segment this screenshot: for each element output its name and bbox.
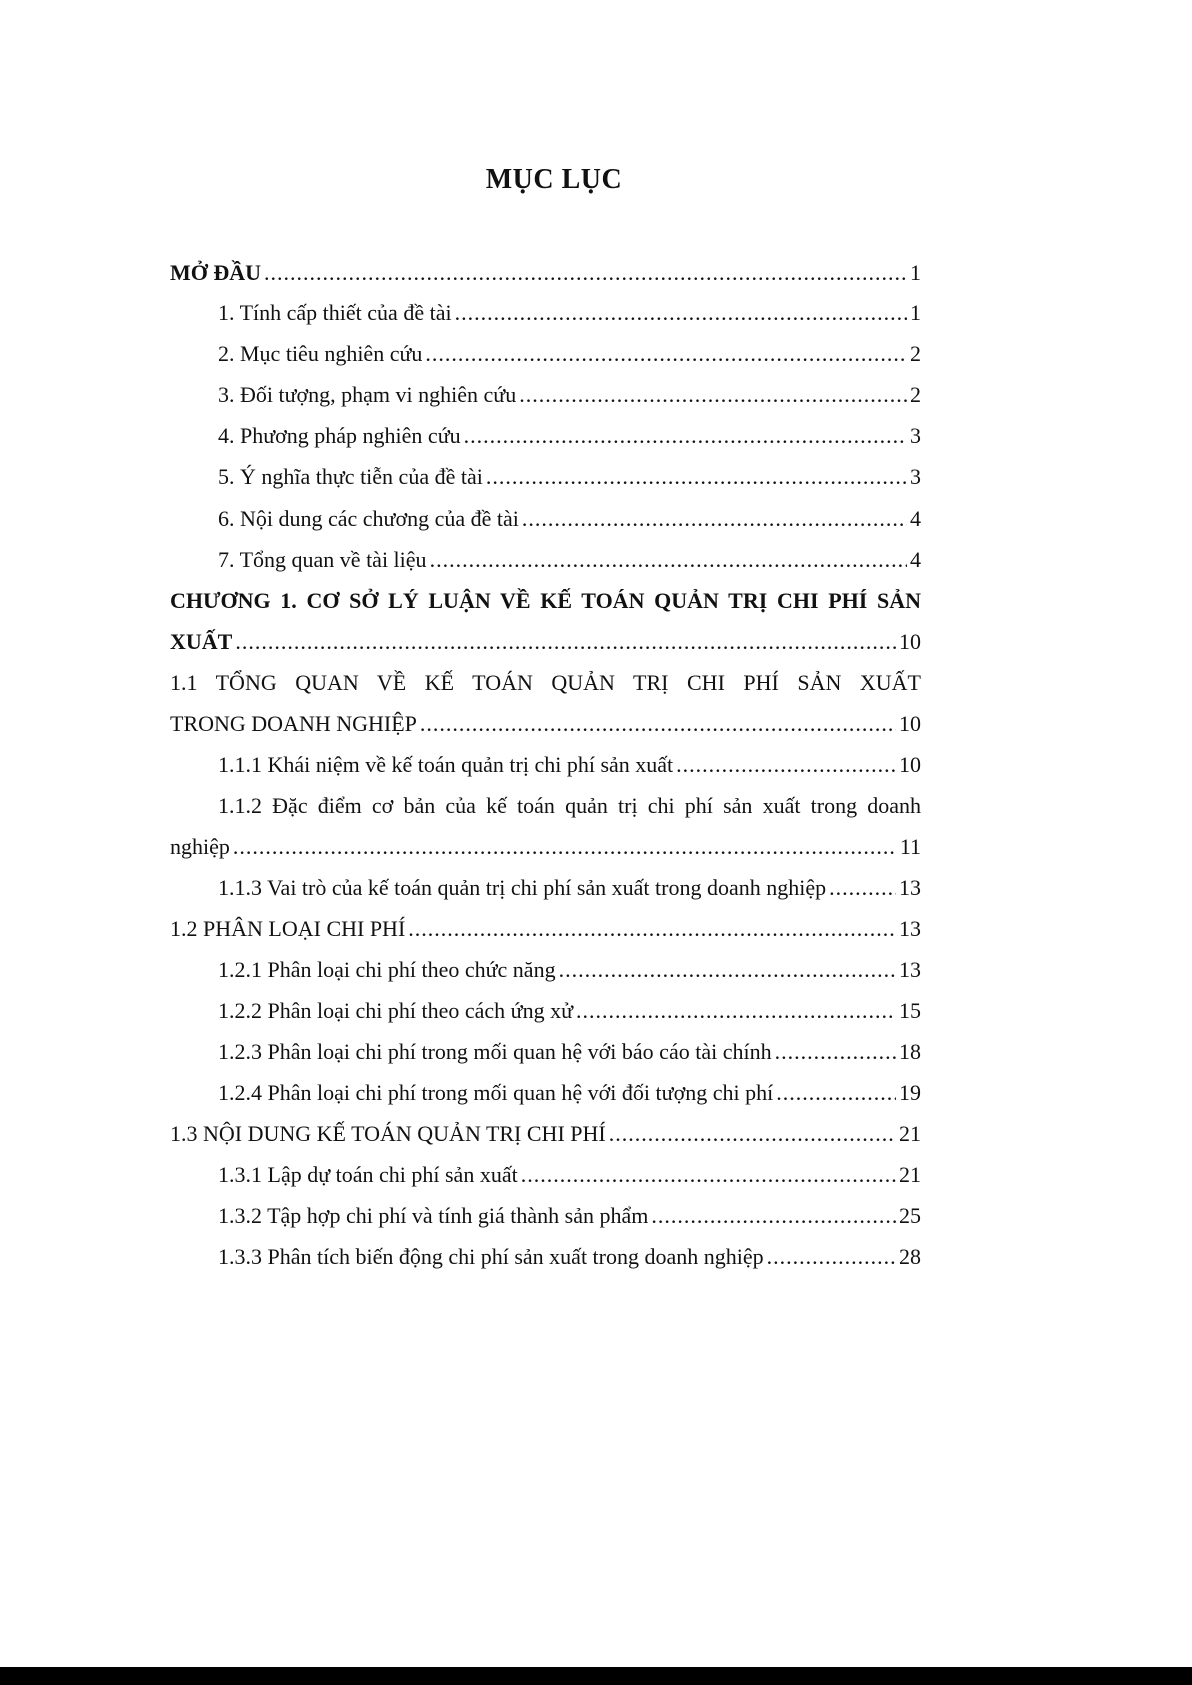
- dot-leader: [776, 1074, 896, 1112]
- toc-entry-1-2-4[interactable]: [170, 1074, 921, 1112]
- toc-entry-page: 15: [899, 998, 921, 1023]
- dot-leader: [767, 1238, 896, 1276]
- dot-leader: [455, 294, 907, 332]
- dot-leader: [464, 417, 907, 455]
- toc-entry-label: 1.2.4 Phân loại chi phí trong mối quan hệ với đối tượng chi phí: [218, 1080, 774, 1105]
- toc-entry-1-1-2-line1[interactable]: 1.1.2 Đặc điểm cơ bản của kế toán quản trị chi phí sản xuất trong doanh: [218, 793, 921, 818]
- toc-entry-1-2[interactable]: [170, 910, 921, 948]
- dot-leader: [521, 1156, 896, 1194]
- dot-leader: [609, 1115, 896, 1153]
- toc-entry-1-3-3[interactable]: [170, 1238, 921, 1276]
- toc-entry-6[interactable]: [170, 500, 921, 538]
- toc-entry-1[interactable]: [170, 294, 921, 332]
- toc-entry-label: 3. Đối tượng, phạm vi nghiên cứu: [218, 382, 517, 407]
- toc-entry-label: 1.2.2 Phân loại chi phí theo cách ứng xử: [218, 998, 573, 1023]
- dot-leader: [576, 992, 896, 1030]
- toc-entry-page: 1: [910, 260, 921, 285]
- toc-entry-chapter-1-line1[interactable]: CHƯƠNG 1. CƠ SỞ LÝ LUẬN VỀ KẾ TOÁN QUẢN TRỊ CHI PHÍ SẢN: [170, 588, 921, 613]
- dot-leader: [233, 828, 897, 866]
- toc-entry-1-1-line1[interactable]: 1.1 TỔNG QUAN VỀ KẾ TOÁN QUẢN TRỊ CHI PHÍ SẢN XUẤT: [170, 670, 921, 695]
- toc-entry-label: 1.3 NỘI DUNG KẾ TOÁN QUẢN TRỊ CHI PHÍ: [170, 1121, 606, 1146]
- toc-entry-1-1[interactable]: [170, 705, 921, 743]
- toc-entry-3[interactable]: [170, 376, 921, 414]
- toc-entry-chapter-1[interactable]: [170, 623, 921, 661]
- toc-entry-label: 1.1.3 Vai trò của kế toán quản trị chi phí sản xuất trong doanh nghiệp: [218, 875, 827, 900]
- toc-entry-label: XUẤT: [170, 629, 233, 654]
- toc-entry-7[interactable]: [170, 541, 921, 579]
- toc-entry-page: 28: [899, 1244, 921, 1269]
- toc-entry-label: 1.3.2 Tập hợp chi phí và tính giá thành sản phẩm: [218, 1203, 649, 1228]
- toc-entry-page: 13: [899, 916, 921, 941]
- toc-entry-label: 1.3.1 Lập dự toán chi phí sản xuất: [218, 1162, 518, 1187]
- dot-leader: [775, 1033, 896, 1071]
- toc-entry-label: 1. Tính cấp thiết của đề tài: [218, 300, 452, 325]
- toc-entry-label: TRONG DOANH NGHIỆP: [170, 711, 417, 736]
- toc-entry-1-3-1[interactable]: [170, 1156, 921, 1194]
- toc-entry-label: 4. Phương pháp nghiên cứu: [218, 423, 461, 448]
- toc-entry-1-3-2[interactable]: [170, 1197, 921, 1235]
- dot-leader: [522, 500, 907, 538]
- toc-entry-label: 6. Nội dung các chương của đề tài: [218, 506, 519, 531]
- toc-entry-page: 25: [899, 1203, 921, 1228]
- toc-entry-label: 7. Tổng quan về tài liệu: [218, 547, 427, 572]
- toc-entry-page: 10: [899, 711, 921, 736]
- dot-leader: [408, 910, 896, 948]
- toc-entry-page: 1: [910, 300, 921, 325]
- toc-entry-page: 13: [899, 875, 921, 900]
- toc-entry-1-2-2[interactable]: [170, 992, 921, 1030]
- toc-entry-page: 3: [910, 423, 921, 448]
- dot-leader: [559, 951, 896, 989]
- toc-entry-1-1-1[interactable]: [170, 746, 921, 784]
- toc-entry-label: 1.2 PHÂN LOẠI CHI PHÍ: [170, 916, 406, 941]
- dot-leader: [235, 623, 896, 661]
- toc-entry-page: 4: [910, 547, 921, 572]
- dot-leader: [829, 869, 896, 907]
- toc-entry-mo-dau[interactable]: [170, 254, 921, 292]
- toc-entry-page: 10: [899, 629, 921, 654]
- toc-entry-label: 5. Ý nghĩa thực tiễn của đề tài: [218, 464, 483, 489]
- toc-entry-page: 11: [899, 834, 921, 859]
- dot-leader: [420, 705, 896, 743]
- toc-entry-1-3[interactable]: [170, 1115, 921, 1153]
- toc-entry-2[interactable]: [170, 335, 921, 373]
- toc-entry-label: 1.3.3 Phân tích biến động chi phí sản xuất trong doanh nghiệp: [218, 1244, 764, 1269]
- toc-entry-1-2-3[interactable]: [170, 1033, 921, 1071]
- toc-entry-page: 19: [899, 1080, 921, 1105]
- toc-entry-label: 2. Mục tiêu nghiên cứu: [218, 341, 423, 366]
- toc-entry-page: 4: [910, 506, 921, 531]
- toc-entry-4[interactable]: [170, 417, 921, 455]
- toc-entry-page: 13: [899, 957, 921, 982]
- toc-entry-page: 3: [910, 464, 921, 489]
- toc-entry-page: 21: [899, 1162, 921, 1187]
- bottom-border-bar: [0, 1667, 1192, 1685]
- toc-entry-label: 1.2.3 Phân loại chi phí trong mối quan hệ với báo cáo tài chính: [218, 1039, 772, 1064]
- toc-entry-1-2-1[interactable]: [170, 951, 921, 989]
- toc-entry-page: 2: [910, 382, 921, 407]
- dot-leader: [264, 254, 907, 292]
- toc-entry-label: 1.1.1 Khái niệm về kế toán quản trị chi phí sản xuất: [218, 752, 674, 777]
- toc-entry-label: MỞ ĐẦU: [170, 260, 262, 285]
- dot-leader: [519, 376, 907, 414]
- toc-entry-1-1-2[interactable]: [170, 828, 921, 866]
- dot-leader: [651, 1197, 896, 1235]
- dot-leader: [676, 746, 896, 784]
- toc-entry-page: 10: [899, 752, 921, 777]
- toc-entry-1-1-3[interactable]: [170, 869, 921, 907]
- toc-entry-5[interactable]: [170, 458, 921, 496]
- page-title: MỤC LỤC: [485, 164, 623, 195]
- toc-entry-page: 2: [910, 341, 921, 366]
- toc-entry-page: 18: [899, 1039, 921, 1064]
- toc-entry-page: 21: [899, 1121, 921, 1146]
- dot-leader: [425, 335, 907, 373]
- toc-entry-label: 1.2.1 Phân loại chi phí theo chức năng: [218, 957, 556, 982]
- dot-leader: [430, 541, 907, 579]
- toc-entry-label: nghiệp: [170, 834, 230, 859]
- dot-leader: [486, 458, 907, 496]
